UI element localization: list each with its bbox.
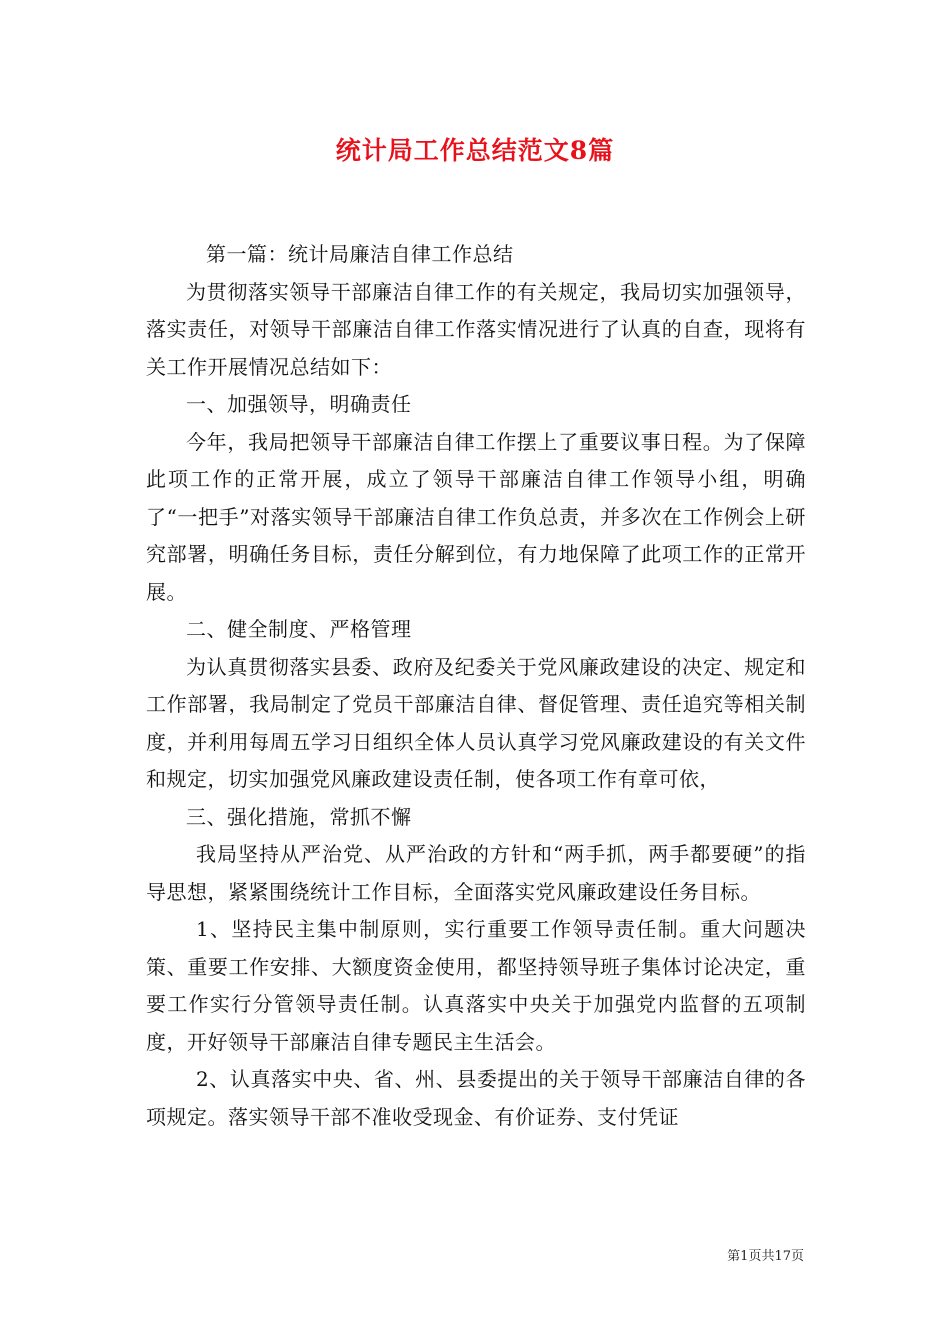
document-body (146, 236, 806, 1136)
subheading: 二、健全制度、严格管理 (186, 617, 412, 641)
paragraph: 为贯彻落实领导干部廉洁自律工作的有关规定，我局切实加强领导，落实责任，对领导干部廉洁自律工作落实情况进行了认真的自查，现将有关工作开展情况总结如下： (146, 279, 806, 379)
paragraph: 今年，我局把领导干部廉洁自律工作摆上了重要议事日程。为了保障此项工作的正常开展，成立了领导干部廉洁自律工作领导小组，明确了“一把手”对落实领导干部廉洁自律工作负总责，并多次在工作例会上研究部署，明确任务目标，责任分解到位，有力地保障了此项工作的正常开展。 (146, 429, 806, 604)
paragraph: 我局坚持从严治党、从严治政的方针和“两手抓，两手都要硬”的指导思想，紧紧围绕统计工作目标，全面落实党风廉政建设任务目标。 (146, 842, 806, 904)
page-number: 第1页共17页 (727, 1249, 804, 1264)
paragraph: 2、认真落实中央、省、州、县委提出的关于领导干部廉洁自律的各项规定。落实领导干部不准收受现金、有价证券、支付凭证 (146, 1067, 806, 1129)
subheading: 一、加强领导，明确责任 (186, 392, 412, 416)
document-title: 统计局工作总结范文8篇 (335, 136, 615, 165)
section-heading: 第一篇：统计局廉洁自律工作总结 (206, 242, 514, 266)
paragraph: 1、坚持民主集中制原则，实行重要工作领导责任制。重大问题决策、重要工作安排、大额度资金使用，都坚持领导班子集体讨论决定，重要工作实行分管领导责任制。认真落实中央关于加强党内监督的五项制度，开好领导干部廉洁自律专题民主生活会。 (146, 917, 806, 1054)
paragraph: 为认真贯彻落实县委、政府及纪委关于党风廉政建设的决定、规定和工作部署，我局制定了党员干部廉洁自律、督促管理、责任追究等相关制度，并利用每周五学习日组织全体人员认真学习党风廉政建设的有关文件和规定，切实加强党风廉政建设责任制，使各项工作有章可依， (146, 654, 806, 791)
subheading: 三、强化措施，常抓不懈 (186, 804, 412, 829)
